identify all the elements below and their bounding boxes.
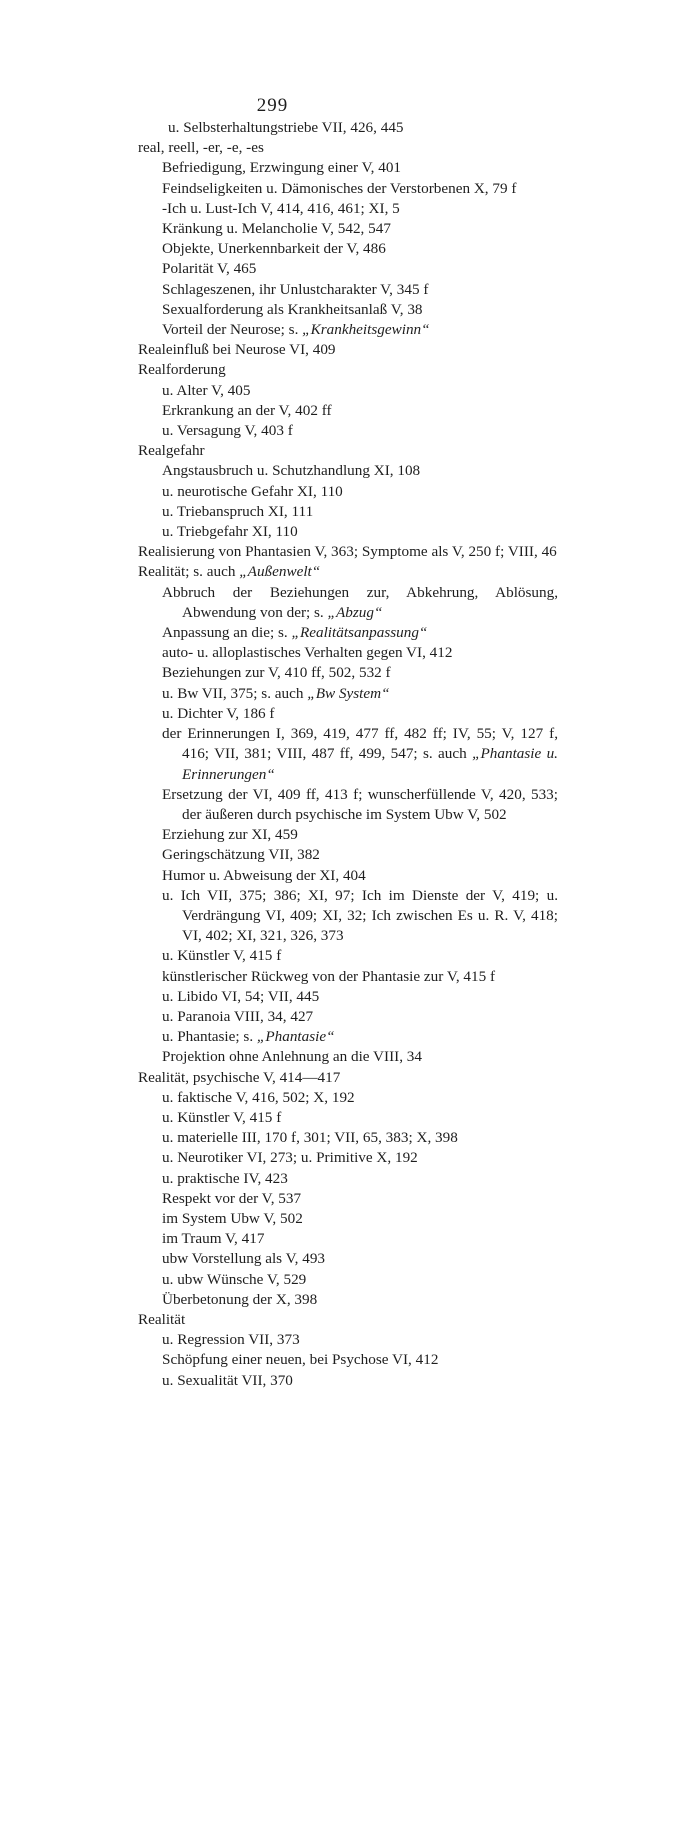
index-subentry bbox=[138, 239, 558, 259]
entry-text: ubw Vorstellung als V, 493 bbox=[162, 1250, 326, 1268]
index-heading bbox=[138, 441, 558, 461]
index-subentry bbox=[138, 199, 558, 219]
index-subentry bbox=[138, 219, 558, 239]
index-subentry bbox=[138, 785, 558, 825]
entry-text: Realität, psychische V, 414—417 bbox=[138, 1068, 341, 1086]
entry-text: u. Alter V, 405 bbox=[162, 381, 251, 399]
cross-reference: „Krankheitsgewinn“ bbox=[302, 321, 430, 339]
entry-text: Schlageszenen, ihr Unlustcharakter V, 345 f bbox=[162, 280, 429, 298]
index-subentry bbox=[138, 987, 558, 1007]
index-subentry bbox=[138, 1189, 558, 1209]
entry-text: Realforderung bbox=[138, 361, 226, 379]
index-subentry bbox=[138, 1088, 558, 1108]
index-heading bbox=[138, 138, 558, 158]
index-heading bbox=[138, 1310, 558, 1330]
entry-text: auto- u. alloplastisches Verhalten gegen VI, 412 bbox=[162, 644, 453, 662]
index-subentry bbox=[138, 300, 558, 320]
entry-text: im System Ubw V, 502 bbox=[162, 1209, 303, 1227]
cross-reference: „Realitätsanpassung“ bbox=[291, 624, 428, 642]
entry-text: u. Künstler V, 415 f bbox=[162, 1108, 282, 1126]
entry-text: u. Selbsterhaltungstriebe VII, 426, 445 bbox=[168, 119, 404, 136]
entry-text: Ersetzung der VI, 409 ff, 413 f; wunscherfüllende V, 420, 533; der äußeren durch psychische im System Ubw V, 502 bbox=[162, 785, 558, 823]
entry-text: u. Sexualität VII, 370 bbox=[162, 1371, 293, 1389]
entry-text: Schöpfung einer neuen, bei Psychose VI, 412 bbox=[162, 1351, 439, 1369]
entry-text: u. Paranoia VIII, 34, 427 bbox=[162, 1007, 314, 1025]
entry-text: Realeinfluß bei Neurose VI, 409 bbox=[138, 341, 336, 359]
entry-text: u. Triebanspruch XI, 111 bbox=[162, 502, 314, 520]
entry-text: u. praktische IV, 423 bbox=[162, 1169, 288, 1187]
page-number: 299 bbox=[256, 95, 289, 116]
entry-text: Realgefahr bbox=[138, 442, 205, 460]
index-subentry bbox=[138, 1108, 558, 1128]
index-subentry bbox=[138, 1290, 558, 1310]
index-heading bbox=[138, 360, 558, 380]
entry-text: u. Neurotiker VI, 273; u. Primitive X, 192 bbox=[162, 1149, 418, 1167]
index-subentry bbox=[138, 866, 558, 886]
entry-text: Respekt vor der V, 537 bbox=[162, 1189, 302, 1207]
entry-text: Feindseligkeiten u. Dämonisches der Verstorbenen X, 79 f bbox=[162, 179, 517, 197]
entry-text: Realität bbox=[138, 1310, 186, 1328]
cross-reference: „Bw System“ bbox=[307, 684, 390, 702]
index-heading bbox=[138, 542, 558, 562]
index-subentry bbox=[138, 1148, 558, 1168]
entry-text: im Traum V, 417 bbox=[162, 1230, 265, 1248]
index-subentry bbox=[138, 1169, 558, 1189]
entry-text: Überbetonung der X, 398 bbox=[162, 1290, 318, 1308]
index-subentry bbox=[138, 704, 558, 724]
index-subentry bbox=[138, 1249, 558, 1269]
index-subentry bbox=[138, 502, 558, 522]
index-subentry bbox=[138, 1371, 558, 1391]
index-subentry bbox=[138, 1128, 558, 1148]
index-subentry bbox=[138, 401, 558, 421]
index-heading bbox=[138, 340, 558, 360]
entry-text: u. faktische V, 416, 502; X, 192 bbox=[162, 1088, 355, 1106]
entry-text: u. ubw Wünsche V, 529 bbox=[162, 1270, 307, 1288]
index-subentry bbox=[138, 1330, 558, 1350]
entry-text: real, reell, -er, -e, -es bbox=[138, 139, 264, 157]
index-subentry bbox=[138, 886, 558, 947]
index-subentry bbox=[138, 845, 558, 865]
index-subentry bbox=[138, 623, 558, 643]
index-subentry bbox=[138, 1047, 558, 1067]
entry-text: Erkrankung an der V, 402 ff bbox=[162, 401, 332, 419]
entry-text: Vorteil der Neurose; s. bbox=[162, 321, 303, 339]
index-subentry bbox=[138, 118, 558, 138]
index-subentry bbox=[138, 179, 558, 199]
entry-text: Projektion ohne Anlehnung an die VIII, 34 bbox=[162, 1048, 422, 1066]
entry-text: u. Versagung V, 403 f bbox=[162, 422, 293, 440]
entry-text: u. Dichter V, 186 f bbox=[162, 704, 275, 722]
entry-text: Abbruch der Beziehungen zur, Abkehrung, Ablösung, Abwendung von der; s. bbox=[162, 583, 558, 621]
index-subentry bbox=[138, 320, 558, 340]
entry-text: der Erinnerungen I, 369, 419, 477 ff, 482 ff; IV, 55; V, 127 f, 416; VII, 381; VIII, 487 ff, 499, 547; s. auch bbox=[162, 725, 558, 763]
entry-text: Beziehungen zur V, 410 ff, 502, 532 f bbox=[162, 664, 391, 682]
index-subentry bbox=[138, 158, 558, 178]
entry-text: künstlerischer Rückweg von der Phantasie zur V, 415 f bbox=[162, 967, 496, 985]
entry-text: u. Phantasie; s. bbox=[162, 1028, 257, 1046]
entry-text: Objekte, Unerkennbarkeit der V, 486 bbox=[162, 240, 386, 258]
entry-text: Erziehung zur XI, 459 bbox=[162, 826, 298, 844]
index-subentry bbox=[138, 522, 558, 542]
index-subentry bbox=[138, 421, 558, 441]
entry-text: u. Regression VII, 373 bbox=[162, 1331, 300, 1349]
entry-text: -Ich u. Lust-Ich V, 414, 416, 461; XI, 5 bbox=[162, 199, 400, 217]
entry-text: Befriedigung, Erzwingung einer V, 401 bbox=[162, 159, 402, 177]
index-subentry bbox=[138, 1209, 558, 1229]
index-subentry bbox=[138, 381, 558, 401]
entry-text: Realisierung von Phantasien V, 363; Symptome als V, 250 f; VIII, 46 bbox=[138, 543, 557, 561]
index-subentry bbox=[138, 1007, 558, 1027]
entry-text: u. Ich VII, 375; 386; XI, 97; Ich im Dienste der V, 419; u. Verdrängung VI, 409; XI, 32; Ich zwischen Es u. R. V, 418; VI, 402; XI, 321, 326, 373 bbox=[162, 886, 558, 945]
cross-reference: „Phantasie“ bbox=[256, 1028, 335, 1046]
index-subentry bbox=[138, 946, 558, 966]
cross-reference: „Abzug“ bbox=[327, 603, 383, 621]
index-subentry bbox=[138, 280, 558, 300]
index-subentry bbox=[138, 1229, 558, 1249]
index-subentry bbox=[138, 643, 558, 663]
entry-text: Geringschätzung VII, 382 bbox=[162, 846, 320, 864]
entry-text: Polarität V, 465 bbox=[162, 260, 257, 278]
index-heading bbox=[138, 562, 558, 582]
index-subentry bbox=[138, 1350, 558, 1370]
index-subentry bbox=[138, 825, 558, 845]
entry-text: Humor u. Abweisung der XI, 404 bbox=[162, 866, 366, 884]
index-subentry bbox=[138, 461, 558, 481]
index-subentry bbox=[138, 1027, 558, 1047]
entry-text: Anpassung an die; s. bbox=[162, 624, 292, 642]
cross-reference: „Außenwelt“ bbox=[239, 563, 321, 581]
entry-text: Sexualforderung als Krankheitsanlaß V, 38 bbox=[162, 300, 423, 318]
index-subentry bbox=[138, 663, 558, 683]
index-subentry bbox=[138, 684, 558, 704]
entry-text: Realität; s. auch bbox=[138, 563, 240, 581]
entry-text: u. materielle III, 170 f, 301; VII, 65, 383; X, 398 bbox=[162, 1129, 458, 1147]
index-subentry bbox=[138, 967, 558, 987]
entry-text: u. Bw VII, 375; s. auch bbox=[162, 684, 308, 702]
index-subentry bbox=[138, 724, 558, 785]
entry-text: Angstausbruch u. Schutzhandlung XI, 108 bbox=[162, 462, 421, 480]
index-subentry bbox=[138, 1270, 558, 1290]
index-subentry bbox=[138, 583, 558, 623]
index-subentry bbox=[138, 482, 558, 502]
entry-text: u. Triebgefahr XI, 110 bbox=[162, 523, 298, 541]
index-heading bbox=[138, 1068, 558, 1088]
entry-text: u. neurotische Gefahr XI, 110 bbox=[162, 482, 343, 500]
cross-reference: „Phantasie u. Erinnerungen“ bbox=[182, 745, 558, 783]
entry-text: u. Künstler V, 415 f bbox=[162, 947, 282, 965]
entry-text: u. Libido VI, 54; VII, 445 bbox=[162, 987, 320, 1005]
index-subentry bbox=[138, 259, 558, 279]
entry-text: Kränkung u. Melancholie V, 542, 547 bbox=[162, 220, 391, 238]
index-entries bbox=[138, 118, 558, 1391]
